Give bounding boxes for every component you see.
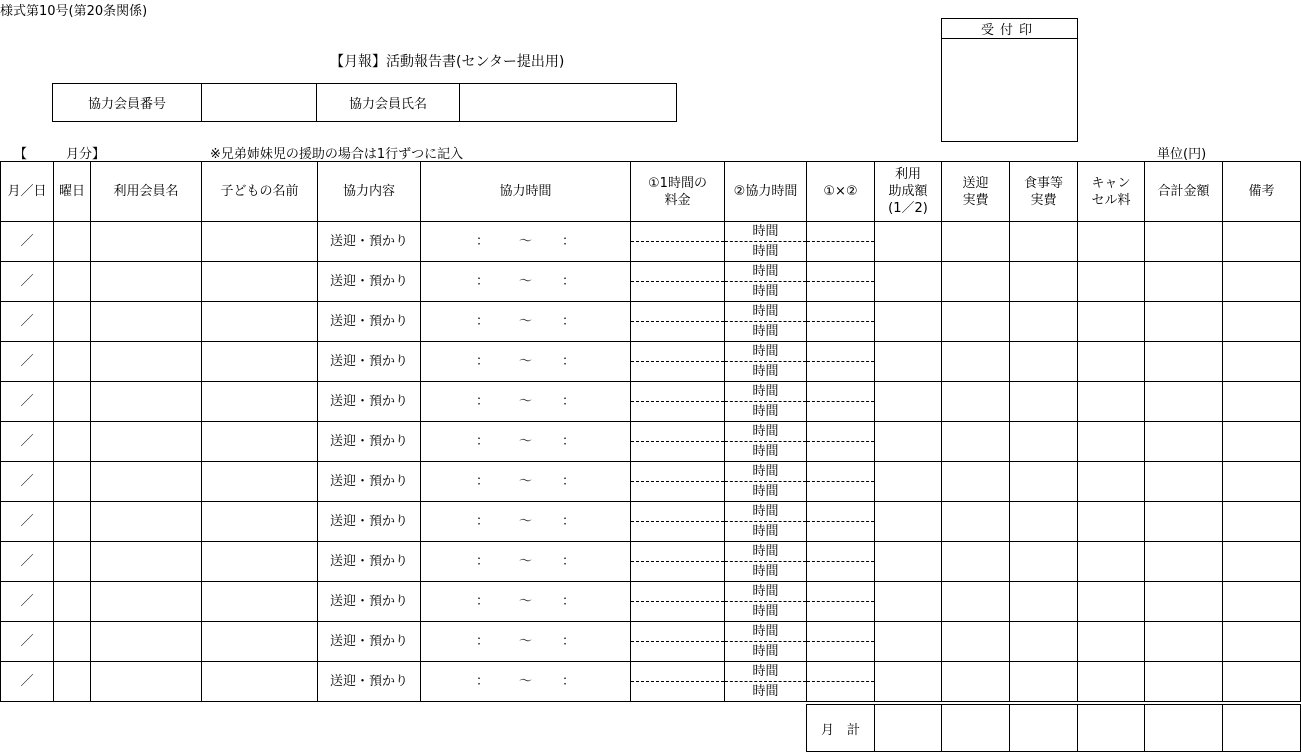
user-member-cell[interactable] [91,462,202,502]
monthly-total-label: 月 計 [807,705,875,752]
subsidy-cell[interactable] [875,262,942,302]
tilde: ～ [518,634,532,649]
end-colon: ： [561,354,575,369]
product-cell[interactable] [807,422,875,462]
header-meal: 食事等 実費 [1010,162,1078,222]
stamp-title: 受付印 [942,19,1077,39]
hours-unit: 時間 [725,302,806,322]
weekday-cell[interactable] [54,582,91,622]
date-cell[interactable]: ／ [1,222,54,262]
meal-cell[interactable] [1010,502,1078,542]
hours-unit: 時間 [752,604,779,619]
hourly-fee-cell[interactable] [631,342,725,382]
date-cell[interactable]: ／ [1,262,54,302]
remarks-cell[interactable] [1223,542,1301,582]
child-name-cell[interactable] [202,422,318,462]
child-name-cell[interactable] [202,262,318,302]
user-member-cell[interactable] [91,502,202,542]
hours-unit: 時間 [752,524,779,539]
time-range-cell[interactable] [421,342,631,382]
header-cancel: キャン セル料 [1078,162,1145,222]
hours-unit: 時間 [752,404,779,419]
remarks-cell[interactable] [1223,662,1301,702]
transport-cell[interactable] [942,542,1010,582]
date-cell[interactable]: ／ [1,342,54,382]
time-range-cell[interactable] [421,262,631,302]
hours-unit: 時間 [752,684,779,699]
subsidy-cell[interactable] [875,662,942,702]
transport-cell[interactable] [942,622,1010,662]
hours-unit: 時間 [725,502,806,522]
product-cell[interactable] [807,582,875,622]
tilde: ～ [518,274,532,289]
product-cell[interactable] [807,622,875,662]
child-name-cell[interactable] [202,302,318,342]
subsidy-cell[interactable] [875,462,942,502]
coop-time-cell[interactable] [725,262,807,302]
table-row [1,342,1301,382]
header-total: 合計金額 [1145,162,1223,222]
date-cell[interactable]: ／ [1,382,54,422]
time-range-cell[interactable] [421,622,631,662]
date-cell[interactable]: ／ [1,462,54,502]
start-colon: ： [475,674,489,689]
cancel-cell[interactable] [1078,422,1145,462]
meal-cell[interactable] [1010,262,1078,302]
child-name-cell[interactable] [202,542,318,582]
hours-unit: 時間 [725,542,806,562]
start-colon: ： [475,314,489,329]
cancel-cell[interactable] [1078,222,1145,262]
content-cell[interactable]: 送迎・預かり [318,262,421,302]
content-cell[interactable]: 送迎・預かり [318,422,421,462]
coop-time-cell[interactable] [725,422,807,462]
tilde: ～ [518,514,532,529]
header-remarks: 備考 [1223,162,1301,222]
content-cell[interactable]: 送迎・預かり [318,382,421,422]
tilde: ～ [518,394,532,409]
user-member-cell[interactable] [91,662,202,702]
product-cell[interactable] [807,502,875,542]
weekday-cell[interactable] [54,342,91,382]
weekday-cell[interactable] [54,622,91,662]
weekday-cell[interactable] [54,302,91,342]
child-name-cell[interactable] [202,382,318,422]
time-range-cell[interactable] [421,382,631,422]
table-row [1,662,1301,702]
monthly-total-subsidy[interactable] [875,705,942,752]
remarks-cell[interactable] [1223,422,1301,462]
hours-unit: 時間 [752,364,779,379]
instruction-note: ※兄弟姉妹児の援助の場合は1行ずつに記入 [210,147,464,162]
hourly-fee-cell[interactable] [631,382,725,422]
end-colon: ： [561,514,575,529]
hourly-fee-cell[interactable] [631,262,725,302]
hours-unit: 時間 [725,222,806,242]
cancel-cell[interactable] [1078,262,1145,302]
hours-unit: 時間 [725,662,806,682]
total-cell[interactable] [1145,582,1223,622]
remarks-cell[interactable] [1223,342,1301,382]
user-member-cell[interactable] [91,302,202,342]
tilde: ～ [518,674,532,689]
coop-time-cell[interactable] [725,542,807,582]
coop-time-cell[interactable] [725,302,807,342]
user-member-cell[interactable] [91,342,202,382]
header-hours: 協力時間 [421,162,631,222]
child-name-cell[interactable] [202,342,318,382]
header-subsidy: 利用 助成額 (1／2) [875,162,942,222]
content-cell[interactable]: 送迎・預かり [318,302,421,342]
tilde: ～ [518,474,532,489]
meal-cell[interactable] [1010,382,1078,422]
activity-table [0,161,1301,702]
total-cell[interactable] [1145,542,1223,582]
time-range-cell[interactable] [421,302,631,342]
product-cell[interactable] [807,222,875,262]
meal-cell[interactable] [1010,302,1078,342]
member-number-field[interactable] [202,84,317,121]
cancel-cell[interactable] [1078,382,1145,422]
coop-time-cell[interactable] [725,382,807,422]
activity-rows [1,222,1301,702]
coop-time-cell[interactable] [725,582,807,622]
table-row [1,582,1301,622]
total-cell[interactable] [1145,462,1223,502]
cancel-cell[interactable] [1078,622,1145,662]
tilde: ～ [518,554,532,569]
member-name-field[interactable] [460,84,676,121]
start-colon: ： [475,434,489,449]
transport-cell[interactable] [942,462,1010,502]
time-range-cell[interactable] [421,502,631,542]
date-cell[interactable]: ／ [1,622,54,662]
hourly-fee-cell[interactable] [631,422,725,462]
child-name-cell[interactable] [202,622,318,662]
start-colon: ： [475,514,489,529]
unit-label: 単位(円) [1157,147,1207,162]
member-info-table [52,83,677,122]
total-cell[interactable] [1145,222,1223,262]
end-colon: ： [561,434,575,449]
subsidy-cell[interactable] [875,222,942,262]
content-cell[interactable]: 送迎・預かり [318,542,421,582]
remarks-cell[interactable] [1223,582,1301,622]
product-cell[interactable] [807,262,875,302]
monthly-total-remarks[interactable] [1223,705,1301,752]
hourly-fee-cell[interactable] [631,222,725,262]
header-coop-time: ②協力時間 [725,162,807,222]
weekday-cell[interactable] [54,262,91,302]
weekday-cell[interactable] [54,462,91,502]
transport-cell[interactable] [942,582,1010,622]
hourly-fee-cell[interactable] [631,622,725,662]
table-row [1,502,1301,542]
header-row [1,162,1301,222]
user-member-cell[interactable] [91,262,202,302]
child-name-cell[interactable] [202,502,318,542]
hourly-fee-cell[interactable] [631,542,725,582]
meal-cell[interactable] [1010,622,1078,662]
header-transport: 送迎 実費 [942,162,1010,222]
header-user-member: 利用会員名 [91,162,202,222]
table-row [1,222,1301,262]
table-row [1,262,1301,302]
table-row [1,542,1301,582]
child-name-cell[interactable] [202,662,318,702]
time-range-cell[interactable] [421,222,631,262]
cancel-cell[interactable] [1078,542,1145,582]
subsidy-cell[interactable] [875,422,942,462]
start-colon: ： [475,634,489,649]
table-row [1,422,1301,462]
coop-time-cell[interactable] [725,622,807,662]
form-number: 様式第10号(第20条関係) [0,4,148,19]
table-row [1,622,1301,662]
hourly-fee-cell[interactable] [631,582,725,622]
weekday-cell[interactable] [54,222,91,262]
product-cell[interactable] [807,462,875,502]
start-colon: ： [475,474,489,489]
start-colon: ： [475,274,489,289]
start-colon: ： [475,354,489,369]
month-label: 【 月分】 [14,147,106,162]
content-cell[interactable]: 送迎・預かり [318,342,421,382]
user-member-cell[interactable] [91,222,202,262]
content-cell[interactable]: 送迎・預かり [318,662,421,702]
remarks-cell[interactable] [1223,502,1301,542]
total-cell[interactable] [1145,302,1223,342]
product-cell[interactable] [807,662,875,702]
subsidy-cell[interactable] [875,582,942,622]
hours-unit: 時間 [725,342,806,362]
meal-cell[interactable] [1010,342,1078,382]
time-range-cell[interactable] [421,582,631,622]
header-content: 協力内容 [318,162,421,222]
start-colon: ： [475,554,489,569]
remarks-cell[interactable] [1223,262,1301,302]
cancel-cell[interactable] [1078,582,1145,622]
user-member-cell[interactable] [91,582,202,622]
date-cell[interactable]: ／ [1,662,54,702]
total-cell[interactable] [1145,662,1223,702]
product-cell[interactable] [807,382,875,422]
header-date: 月／日 [1,162,54,222]
hours-unit: 時間 [752,284,779,299]
transport-cell[interactable] [942,382,1010,422]
cancel-cell[interactable] [1078,502,1145,542]
meal-cell[interactable] [1010,662,1078,702]
meal-cell[interactable] [1010,462,1078,502]
transport-cell[interactable] [942,662,1010,702]
transport-cell[interactable] [942,262,1010,302]
content-cell[interactable]: 送迎・預かり [318,462,421,502]
end-colon: ： [561,634,575,649]
cancel-cell[interactable] [1078,302,1145,342]
time-range-cell[interactable] [421,422,631,462]
date-cell[interactable]: ／ [1,302,54,342]
date-cell[interactable]: ／ [1,582,54,622]
coop-time-cell[interactable] [725,502,807,542]
transport-cell[interactable] [942,422,1010,462]
meal-cell[interactable] [1010,542,1078,582]
tilde: ～ [518,234,532,249]
hours-unit: 時間 [725,422,806,442]
subsidy-cell[interactable] [875,622,942,662]
hours-unit: 時間 [752,564,779,579]
monthly-total-cancel[interactable] [1078,705,1145,752]
remarks-cell[interactable] [1223,462,1301,502]
time-range-cell[interactable] [421,462,631,502]
tilde: ～ [518,594,532,609]
child-name-cell[interactable] [202,582,318,622]
product-cell[interactable] [807,302,875,342]
cancel-cell[interactable] [1078,462,1145,502]
hours-unit: 時間 [752,644,779,659]
end-colon: ： [561,554,575,569]
weekday-cell[interactable] [54,662,91,702]
weekday-cell[interactable] [54,502,91,542]
time-range-cell[interactable] [421,542,631,582]
remarks-cell[interactable] [1223,622,1301,662]
remarks-cell[interactable] [1223,382,1301,422]
monthly-total-table [806,704,1301,752]
end-colon: ： [561,674,575,689]
transport-cell[interactable] [942,502,1010,542]
start-colon: ： [475,594,489,609]
end-colon: ： [561,394,575,409]
hours-unit: 時間 [752,444,779,459]
coop-time-cell[interactable] [725,222,807,262]
monthly-total-meal[interactable] [1010,705,1078,752]
transport-cell[interactable] [942,342,1010,382]
total-cell[interactable] [1145,382,1223,422]
end-colon: ： [561,474,575,489]
table-row [1,302,1301,342]
table-row [1,382,1301,422]
start-colon: ： [475,394,489,409]
transport-cell[interactable] [942,302,1010,342]
hours-unit: 時間 [752,324,779,339]
header-hourly-fee: ①1時間の 料金 [631,162,725,222]
subsidy-cell[interactable] [875,302,942,342]
weekday-cell[interactable] [54,422,91,462]
total-cell[interactable] [1145,622,1223,662]
header-weekday: 曜日 [54,162,91,222]
product-cell[interactable] [807,342,875,382]
hours-unit: 時間 [725,462,806,482]
header-product: ①×② [807,162,875,222]
weekday-cell[interactable] [54,542,91,582]
monthly-total-transport[interactable] [942,705,1010,752]
member-number-label: 協力会員番号 [53,84,202,121]
header-child-name: 子どもの名前 [202,162,318,222]
remarks-cell[interactable] [1223,302,1301,342]
hours-unit: 時間 [752,484,779,499]
content-cell[interactable]: 送迎・預かり [318,582,421,622]
transport-cell[interactable] [942,222,1010,262]
end-colon: ： [561,234,575,249]
date-cell[interactable]: ／ [1,542,54,582]
subsidy-cell[interactable] [875,342,942,382]
member-name-label: 協力会員氏名 [317,84,460,121]
hours-unit: 時間 [725,382,806,402]
hourly-fee-cell[interactable] [631,302,725,342]
monthly-total-sum[interactable] [1145,705,1223,752]
meal-cell[interactable] [1010,422,1078,462]
coop-time-cell[interactable] [725,662,807,702]
product-cell[interactable] [807,542,875,582]
user-member-cell[interactable] [91,422,202,462]
total-cell[interactable] [1145,502,1223,542]
subsidy-cell[interactable] [875,542,942,582]
hours-unit: 時間 [725,262,806,282]
start-colon: ： [475,234,489,249]
tilde: ～ [518,314,532,329]
tilde: ～ [518,434,532,449]
total-cell[interactable] [1145,262,1223,302]
table-row [1,462,1301,502]
hourly-fee-cell[interactable] [631,462,725,502]
subsidy-cell[interactable] [875,382,942,422]
hourly-fee-cell[interactable] [631,662,725,702]
time-range-cell[interactable] [421,662,631,702]
user-member-cell[interactable] [91,542,202,582]
subsidy-cell[interactable] [875,502,942,542]
monthly-total-row [807,705,1301,752]
page-title: 【月報】活動報告書(センター提出用) [330,54,565,70]
tilde: ～ [518,354,532,369]
total-cell[interactable] [1145,342,1223,382]
user-member-cell[interactable] [91,622,202,662]
meal-cell[interactable] [1010,222,1078,262]
remarks-cell[interactable] [1223,222,1301,262]
weekday-cell[interactable] [54,382,91,422]
hours-unit: 時間 [752,244,779,259]
hourly-fee-cell[interactable] [631,502,725,542]
hours-unit: 時間 [725,582,806,602]
total-cell[interactable] [1145,422,1223,462]
end-colon: ： [561,274,575,289]
user-member-cell[interactable] [91,382,202,422]
meal-cell[interactable] [1010,582,1078,622]
reception-stamp-box [941,18,1078,142]
child-name-cell[interactable] [202,462,318,502]
hours-unit: 時間 [725,622,806,642]
end-colon: ： [561,314,575,329]
cancel-cell[interactable] [1078,662,1145,702]
content-cell[interactable]: 送迎・預かり [318,222,421,262]
cancel-cell[interactable] [1078,342,1145,382]
content-cell[interactable]: 送迎・預かり [318,622,421,662]
content-cell[interactable]: 送迎・預かり [318,502,421,542]
end-colon: ： [561,594,575,609]
date-cell[interactable]: ／ [1,502,54,542]
coop-time-cell[interactable] [725,462,807,502]
date-cell[interactable]: ／ [1,422,54,462]
child-name-cell[interactable] [202,222,318,262]
coop-time-cell[interactable] [725,342,807,382]
